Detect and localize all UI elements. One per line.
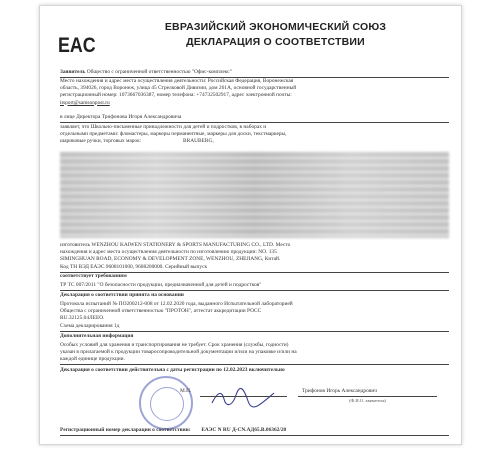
redacted-product-list: [60, 152, 449, 238]
applicant-details: Место нахождения и адрес места осуществления деятельности: Российская Федерация, Воронежская область, 394026, город Воронеж, улица 45 Стрелковой Дивизии, дом 261А, основной государственный регистрационный номер: 1073667036387, номер телефона: +74732502917, адрес электронной почты: itsport@samsonpost.ru: [60, 78, 297, 106]
signatory-caption: (Ф.И.О. заявителя): [349, 398, 386, 403]
official-stamp: [139, 376, 193, 430]
validity-text: Декларация о соответствии действительна с даты регистрации по 12.02.2023 включительно: [60, 367, 285, 373]
manufacturer-section: изготовитель WENZHOU KAIWEN STATIONERY & SPORTS MANUFACTURING CO., LTD. Место нахождения и адрес места осуществления деятельности по изготовлению продукции: NO. 135 SIMINGHUAN ROAD, ECONOMY & DEVELOPMENT ZONE, WENZHOU, ZHEJIANG, Китай. Код ТН ВЭД ЕАЭС 9608101000, 9608200000. Серийный выпуск: [60, 242, 291, 270]
divider: [60, 122, 449, 123]
brand-name: BRAUBERG,: [183, 138, 214, 145]
applicant-section: [60, 69, 449, 76]
requirements-label: соответствует требованиям: [60, 273, 127, 279]
basis-label: Декларация о соответствии принята на основании: [60, 292, 184, 298]
divider: [60, 290, 449, 291]
signature-line: [200, 396, 287, 397]
header-title: ДЕКЛАРАЦИЯ О СООТВЕТСТВИИ: [186, 36, 365, 48]
header-union: ЕВРАЗИЙСКИЙ ЭКОНОМИЧЕСКИЙ СОЮЗ: [164, 21, 387, 33]
registration-section: Регистрационный номер декларации о соответствии: ЕАЭС N RU Д-CN.АД65.В.06362/20: [60, 427, 287, 433]
registration-number: ЕАЭС N RU Д-CN.АД65.В.06362/20: [201, 427, 287, 433]
signatory-name: Трифонов Игорь Александрович: [302, 388, 377, 394]
eac-logo: EAC: [58, 34, 96, 57]
applicant-representative: в лице Директора Трифонова Игоря Александровича: [60, 114, 182, 120]
divider: [60, 331, 449, 332]
document-header: [100, 20, 451, 50]
stamp-mark: М.П.: [180, 388, 192, 394]
basis-text: Протокола испытаний № ПО200212-008 от 12.02.2020 года, выданного Испытательной лабораторией Общества с ограниченной ответственностью "ПРОТОН", аттестат аккредитации РОСС RU.32125.04ЛЕЕО. Схема декларирования 1д: [60, 301, 293, 329]
requirements-text: ТР ТС 007/2011 "О безопасности продукции, предназначенной для детей и подростков": [60, 282, 262, 288]
applicant-label: Заявитель: [60, 69, 86, 75]
additional-label: Дополнительная информация: [60, 333, 134, 339]
declaration-document: [39, 5, 462, 445]
additional-text: Особых условий для хранения и транспортирования не требует. Срок хранения (службы, годности) указан в прилагаемой к продукции товаросопроводительной документации и/или на упаковке и/или на каждой единице продукции.: [60, 342, 297, 363]
product-declaration: заявляет, что Школьно-письменные принадлежности для детей и подростков, в наборах и отдельными предметами: фломастеры, маркеры перманентные, маркеры для доски, текстмаркеры, шариковые ручки, торговых марок: BRAUBERG,: [60, 124, 287, 145]
divider: [60, 364, 449, 365]
divider: [60, 435, 449, 436]
applicant-name: Общество с ограниченной ответственностью "Офис-комплекс": [86, 69, 232, 75]
